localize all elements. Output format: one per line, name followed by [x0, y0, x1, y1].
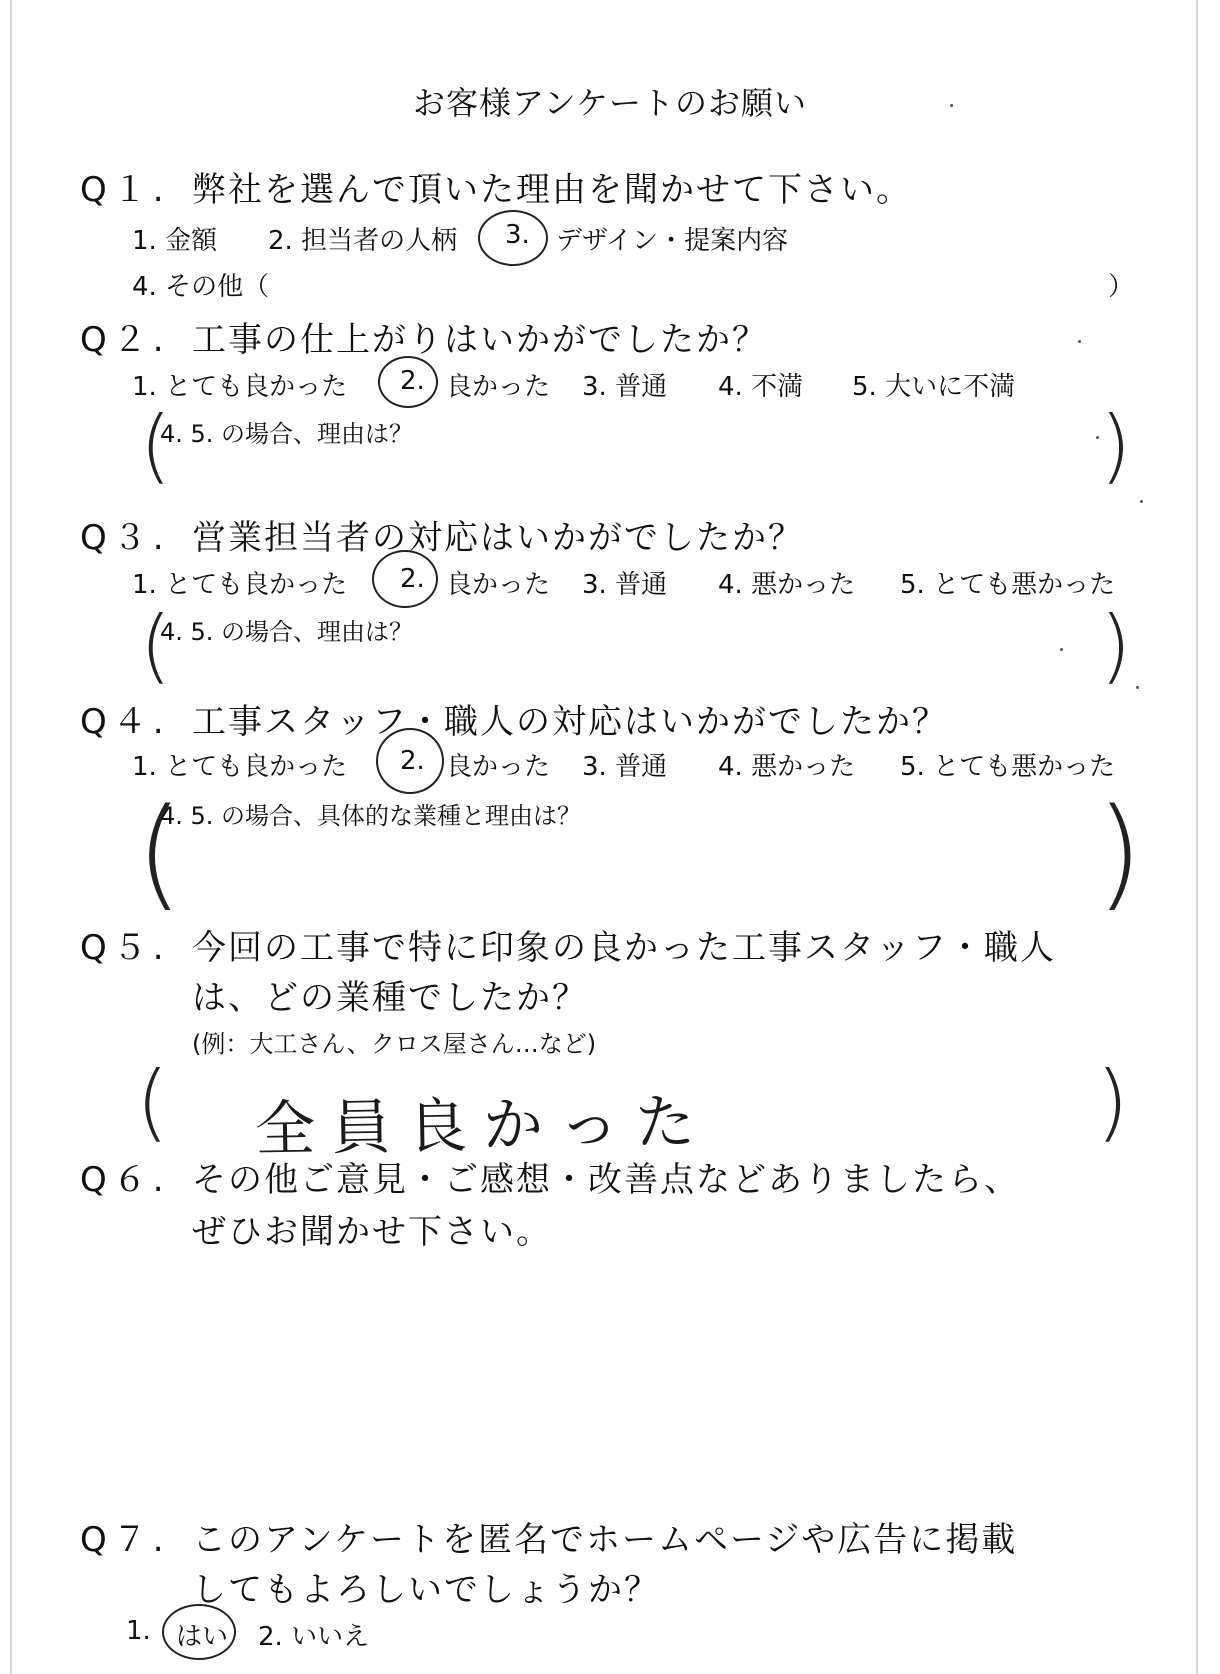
q4-answer-circle — [376, 728, 444, 794]
q3-option-4: 4. 悪かった — [718, 570, 856, 600]
q6-number: Q６. — [80, 1160, 170, 1200]
q2-option-3: 3. 普通 — [582, 372, 668, 402]
q4-option-3: 3. 普通 — [582, 752, 668, 782]
q5-question — [80, 920, 1056, 969]
scan-speck — [1060, 648, 1063, 651]
q3-text: 営業担当者の対応はいかがでしたか？ — [192, 518, 804, 558]
q2-option-5: 5. 大いに不満 — [852, 372, 1016, 402]
q2-number: Q２. — [80, 320, 170, 360]
scan-edge-right — [1196, 0, 1198, 1674]
q1-number: Q１. — [80, 170, 170, 210]
q2-text: 工事の仕上がりはいかがでしたか？ — [192, 320, 768, 360]
q3-reason-label: 4. 5. の場合、理由は？ — [160, 618, 414, 646]
q1-option-2: 2. 担当者の人柄 — [268, 226, 458, 256]
q4-reason-label: 4. 5. の場合、具体的な業種と理由は？ — [160, 802, 582, 830]
q2-option-2-label: 良かった — [446, 372, 551, 402]
q2-reason-close: ) — [1100, 399, 1132, 492]
q2-reason-open: ( — [140, 399, 172, 492]
q2-option-2-number: 2. — [400, 366, 425, 396]
q7-option-1-number: 1. — [126, 1616, 151, 1646]
q4-reason-close: ) — [1096, 784, 1143, 923]
q4-number: Q４. — [80, 702, 170, 742]
q3-option-2-label: 良かった — [446, 570, 551, 600]
q1-option-4-close: ） — [1108, 272, 1135, 302]
q2-question — [80, 312, 768, 361]
q6-text-2: ぜひお聞かせ下さい。 — [192, 1212, 552, 1252]
q3-option-5: 5. とても悪かった — [900, 570, 1116, 600]
q1-option-3-number: 3. — [505, 220, 530, 250]
q3-question — [80, 510, 804, 559]
q2-answer-circle — [378, 356, 438, 408]
q1-text: 弊社を選んで頂いた理由を聞かせて下さい。 — [192, 170, 912, 210]
q5-answer-close: ) — [1096, 1053, 1129, 1151]
q2-option-1: 1. とても良かった — [132, 372, 348, 402]
q4-option-5: 5. とても悪かった — [900, 752, 1116, 782]
q3-option-3: 3. 普通 — [582, 570, 668, 600]
q2-option-4: 4. 不満 — [718, 372, 804, 402]
q3-reason-open: ( — [140, 599, 172, 692]
q4-option-2-label: 良かった — [446, 752, 551, 782]
q3-option-2-number: 2. — [400, 564, 425, 594]
q1-question — [80, 162, 912, 211]
q7-question — [80, 1512, 1017, 1561]
scan-speck — [1140, 500, 1143, 503]
q1-answer-circle — [478, 210, 548, 266]
q4-text: 工事スタッフ・職人の対応はいかがでしたか？ — [192, 702, 948, 742]
q5-text-2: は、どの業種でしたか？ — [192, 978, 588, 1018]
q4-reason-open: ( — [136, 784, 183, 923]
q7-text-1: このアンケートを匿名でホームページや広告に掲載 — [192, 1520, 1018, 1560]
q7-option-2: 2. いいえ — [258, 1622, 370, 1652]
q4-option-2-number: 2. — [400, 746, 425, 776]
q5-answer-open: ( — [136, 1053, 169, 1151]
scan-speck — [950, 104, 953, 107]
scan-edge-left — [10, 0, 12, 1674]
page-title: お客様アンケートのお願い — [412, 84, 808, 122]
q7-text-2: してもよろしいでしょうか？ — [192, 1570, 660, 1610]
q7-option-1-label: はい — [176, 1622, 229, 1652]
q7-answer-circle — [162, 1604, 236, 1660]
q5-text-1: 今回の工事で特に印象の良かった工事スタッフ・職人 — [192, 928, 1056, 968]
q5-number: Q５. — [80, 928, 170, 968]
q1-option-3-label: デザイン・提案内容 — [556, 226, 789, 256]
scan-speck — [1096, 436, 1099, 439]
q3-number: Q３. — [80, 518, 170, 558]
q1-option-4: 4. その他（ — [132, 272, 270, 302]
q4-option-4: 4. 悪かった — [718, 752, 856, 782]
scan-speck — [1078, 340, 1081, 343]
q5-example: (例：大工さん、クロス屋さん…など) — [192, 1030, 597, 1058]
q3-option-1: 1. とても良かった — [132, 570, 348, 600]
q6-question — [80, 1152, 1020, 1201]
q5-handwritten-answer: 全員良かった — [254, 1087, 712, 1165]
q4-question — [80, 694, 948, 743]
q2-reason-label: 4. 5. の場合、理由は？ — [160, 420, 414, 448]
q7-number: Q７. — [80, 1520, 170, 1560]
q4-option-1: 1. とても良かった — [132, 752, 348, 782]
q1-option-1: 1. 金額 — [132, 226, 218, 256]
q6-text-1: その他ご意見・ご感想・改善点などありましたら、 — [192, 1160, 1020, 1200]
scan-speck — [1136, 686, 1139, 689]
q3-reason-close: ) — [1100, 599, 1132, 692]
q3-answer-circle — [372, 550, 438, 608]
